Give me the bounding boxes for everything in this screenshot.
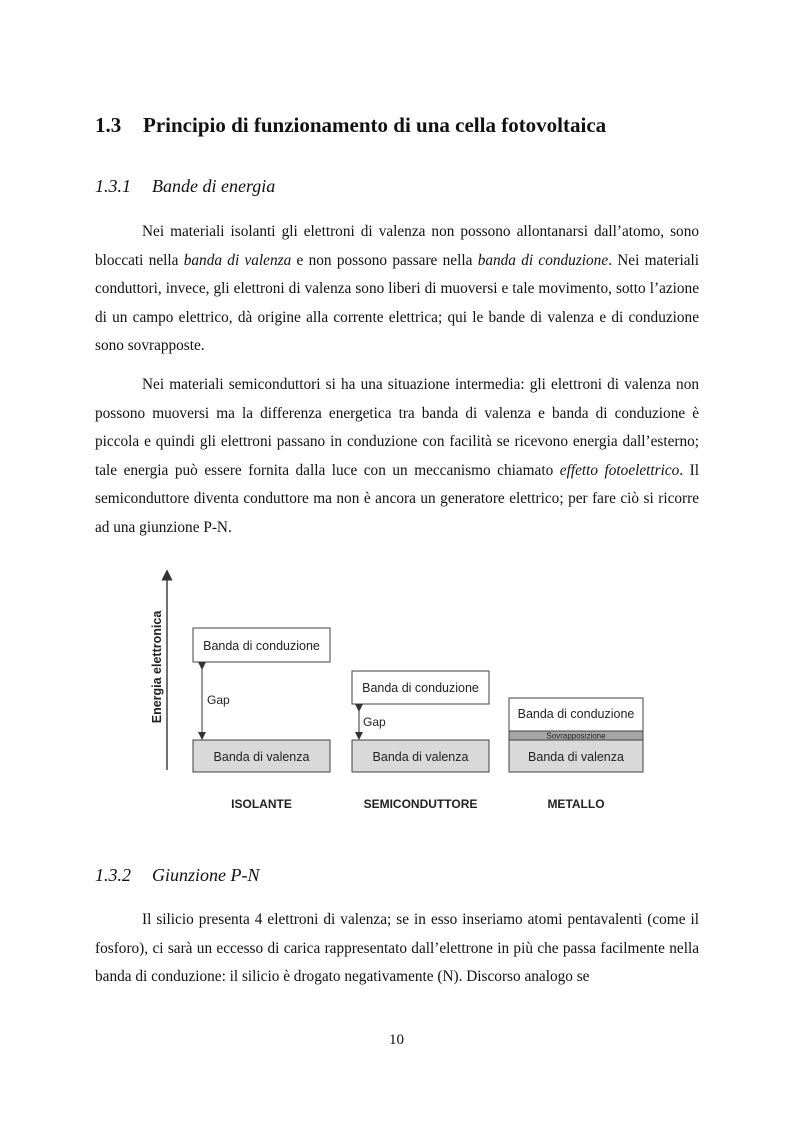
- subsection-number: 1.3.1: [95, 176, 131, 196]
- text-run: . Il semiconduttore diventa conduttore ma non è ancora un generatore elettrico; per fare ciò si ricorre ad una giunzione P-N.: [95, 461, 700, 536]
- isolante-valence-label: Banda di valenza: [213, 750, 310, 764]
- section-title-text: Principio di funzionamento di una cella fotovoltaica: [143, 113, 607, 137]
- semiconduttore-valence-label: Banda di valenza: [372, 750, 469, 764]
- subsection-title-bande: [95, 176, 275, 197]
- emphasis-banda-valenza: banda di valenza: [183, 251, 292, 269]
- emphasis-effetto-fotoelettrico: effetto fotoelettrico: [559, 461, 680, 479]
- isolante-gap-label: Gap: [207, 693, 230, 707]
- metallo-caption: METALLO: [547, 797, 605, 811]
- page-number: 10: [389, 1032, 404, 1048]
- text-run: e non possono passare nella: [291, 251, 478, 269]
- isolante-conduction-label: Banda di conduzione: [203, 639, 320, 653]
- paragraph-semiconduttori: [95, 371, 699, 542]
- band-diagram-figure: [140, 565, 660, 820]
- subsection-title-text: Giunzione P-N: [152, 865, 260, 885]
- isolante-caption: ISOLANTE: [231, 797, 292, 811]
- metallo-overlap-label: Sovrapposizione: [546, 731, 606, 741]
- paragraph-isolanti: [95, 218, 699, 361]
- semiconduttore-conduction-label: Banda di conduzione: [362, 681, 479, 695]
- emphasis-banda-conduzione: banda di conduzione: [477, 251, 609, 269]
- semiconduttore-gap-label: Gap: [363, 715, 386, 729]
- text-run: Nei materiali isolanti gli elettroni di valenza non possono allontanarsi dall’atomo, sono bloccati nella: [95, 223, 699, 269]
- section-number: 1.3: [95, 113, 122, 137]
- text-run: . Nei materiali conduttori, invece, gli elettroni di valenza sono liberi di muoversi e tale movimento, sotto l’azione di un campo elettrico, dà origine alla corrente elettrica; qui le bande di valenza e di conduzione sono sovrapposte.: [95, 251, 699, 354]
- band-diagram: [140, 565, 660, 820]
- subsection-title-text: Bande di energia: [152, 176, 276, 196]
- energy-axis-label: Energia elettronica: [150, 610, 164, 724]
- semiconduttore-caption: SEMICONDUTTORE: [363, 797, 478, 811]
- subsection-number: 1.3.2: [95, 865, 131, 885]
- subsection-title-giunzione: [95, 865, 260, 886]
- metallo-valence-label: Banda di valenza: [528, 750, 624, 764]
- text-run: Nei materiali semiconduttori si ha una situazione intermedia: gli elettroni di valenza non possono muoversi ma la differenza energetica tra banda di valenza e banda di conduzione è piccola e quindi gli elettroni passano in conduzione con facilità se ricevono energia dall’esterno; tale energia può essere fornita dalla luce con un meccanismo chiamato: [95, 376, 699, 479]
- section-title: [95, 113, 606, 138]
- metallo-conduction-label: Banda di conduzione: [517, 707, 635, 721]
- paragraph-silicio: Il silicio presenta 4 elettroni di valenza; se in esso inseriamo atomi pentavalenti (come il fosforo), ci sarà un eccesso di carica rappresentato dall’elettrone in più che passa facilmente nella banda di conduzione: il silicio è drogato negativamente (N). Discorso analogo se: [95, 911, 699, 985]
